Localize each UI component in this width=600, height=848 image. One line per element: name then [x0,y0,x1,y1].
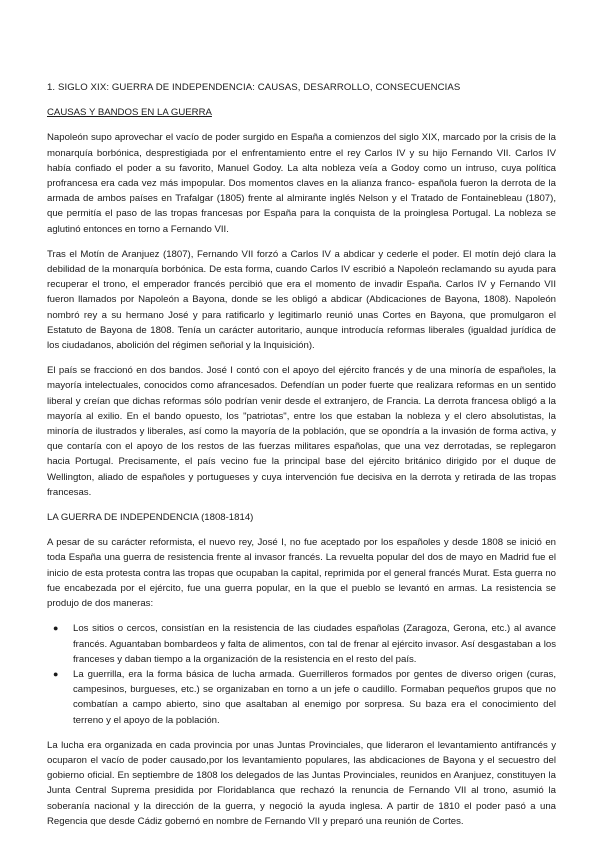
paragraph-napoleon: Napoleón supo aprovechar el vacío de poder surgido en España a comienzos del siglo XIX, marcado por la crisis de la monarquía borbónica, desprestigiada por el enfrentamiento entre el rey Carlos IV y su hijo Fernando VII. Carlos IV había confiado el poder a su favorito, Manuel Godoy. La alta nobleza veía a Godoy como un intruso, cuya política profrancesa era cada vez más impopular. Dos momentos claves en la alianza franco- española fueron la derrota de la armada de ambos países en Trafalgar (1805) frente al almirante inglés Nelson y el Tratado de Fontainebleau (1807), que permitía el paso de las tropas francesas por España para la conquista de la proinglesa Portugal. La nobleza se aglutinó entonces en torno a Fernando VII. [47,132,556,235]
paragraph-bandos: El país se fraccionó en dos bandos. José I contó con el apoyo del ejército francés y de una minoría de españoles, la mayoría intelectuales, conocidos como afrancesados. Defendían un poder fuerte que realizara reformas en un sentido liberal y creían que dichas reformas sólo podrían venir desde el extranjero, de Francia. La derrota francesa obligó a la mayoría al exilio. En el bando opuesto, los "patriotas", entre los que estaban la nobleza y el clero absolutistas, la minoría de ilustrados y liberales, así como la mayoría de la población, que se opondría a la invasión de forma activa, y que contaría con el apoyo de los restos de las fuerzas militares españolas, que una vez derrotadas, se replegaron hacia Portugal. Precisamente, el país vecino fue la principal base del ejército británico dirigido por el duque de Wellington, aliado de españoles y portugueses y cuya intervención fue decisiva en la derrota y retirada de las tropas francesas. [47,365,556,498]
paragraph-juntas: La lucha era organizada en cada provincia por unas Juntas Provinciales, que lideraron el levantamiento antifrancés y ocuparon el vacío de poder causado,por los levantamiento populares, las abdicaciones de Bayona y el secuestro del gobierno oficial. En septiembre de 1808 los delegados de las Juntas Provinciales, reunidos en Aranjuez, constituyen la Junta Central Suprema presidida por Floridablanca que rechazó la renuncia de Fernando VII al trono, asumió la soberanía nacional y la dirección de la guerra, y negoció la ayuda inglesa. A partir de 1810 el poder pasó a una Regencia que desde Cádiz gobernó en nombre de Fernando VII y preparó una reunión de Cortes. [47,739,556,827]
list-item-text: Los sitios o cercos, consistían en la resistencia de las ciudades españolas (Zaragoza, Gerona, etc.) al avance francés. Aguantaban bombardeos y falta de alimentos, con tal de frenar al ejército invasor. Así desgastaban a los franceses y daban tiempo a la organización de la resistencia en el resto del país. [73,623,556,665]
list-item [53,621,556,667]
document-body [47,80,556,839]
paragraph-resistencia: A pesar de su carácter reformista, el nuevo rey, José I, no fue aceptado por los españoles y desde 1808 se inició en toda España una guerra de resistencia frente al invasor francés. La revuelta popular del dos de mayo en Madrid fue el inicio de esta protesta contra las tropas que ocupaban la capital, reprimida por el general francés Murat. Esta guerra no fue encabezada por el ejército, fue una guerra popular, en la que el pueblo se levantó en armas. La resistencia se produjo de dos maneras: [47,537,556,610]
section-title-causas: CAUSAS Y BANDOS EN LA GUERRA [47,107,212,119]
list-item [53,667,556,728]
list-item-text: La guerrilla, era la forma básica de lucha armada. Guerrilleros formados por gentes de diverso origen (curas, campesinos, burgueses, etc.) se organizaban en torno a un jefe o caudillo. Formaban pequeños grupos que no combatían a campo abierto, sino que asaltaban al enemigo por sorpresa. Su baza era el conocimiento del terreno y el apoyo de la población. [73,668,556,726]
resistance-list [47,621,556,727]
bullet-icon: ● [53,623,59,634]
document-heading: 1. SIGLO XIX: GUERRA DE INDEPENDENCIA: CAUSAS, DESARROLLO, CONSECUENCIAS [47,82,461,93]
paragraph-motin-aranjuez: Tras el Motín de Aranjuez (1807), Fernando VII forzó a Carlos IV a abdicar y cederle el poder. El motín dejó clara la debilidad de la monarquía borbónica. De esta forma, cuando Carlos IV escribió a Napoleón reclamando su ayuda para recuperar el trono, el emperador francés percibió que era el momento de invadir España. Carlos IV y Fernando VII fueron llamados por Napoleón a Bayona, donde se les obligó a abdicar (Abdicaciones de Bayona, 1808). Napoleón nombró rey a su hermano José y para ratificarlo y legitimarlo reunió unas Cortes en Bayona, que promulgaron el Estatuto de Bayona de 1808. Tenía un carácter autoritario, aunque introducía reformas liberales (igualdad jurídica de los ciudadanos, abolición del régimen señorial y la Inquisición). [47,248,556,352]
section-title-guerra: LA GUERRA DE INDEPENDENCIA (1808-1814) [47,512,254,524]
bullet-icon: ● [53,668,59,679]
